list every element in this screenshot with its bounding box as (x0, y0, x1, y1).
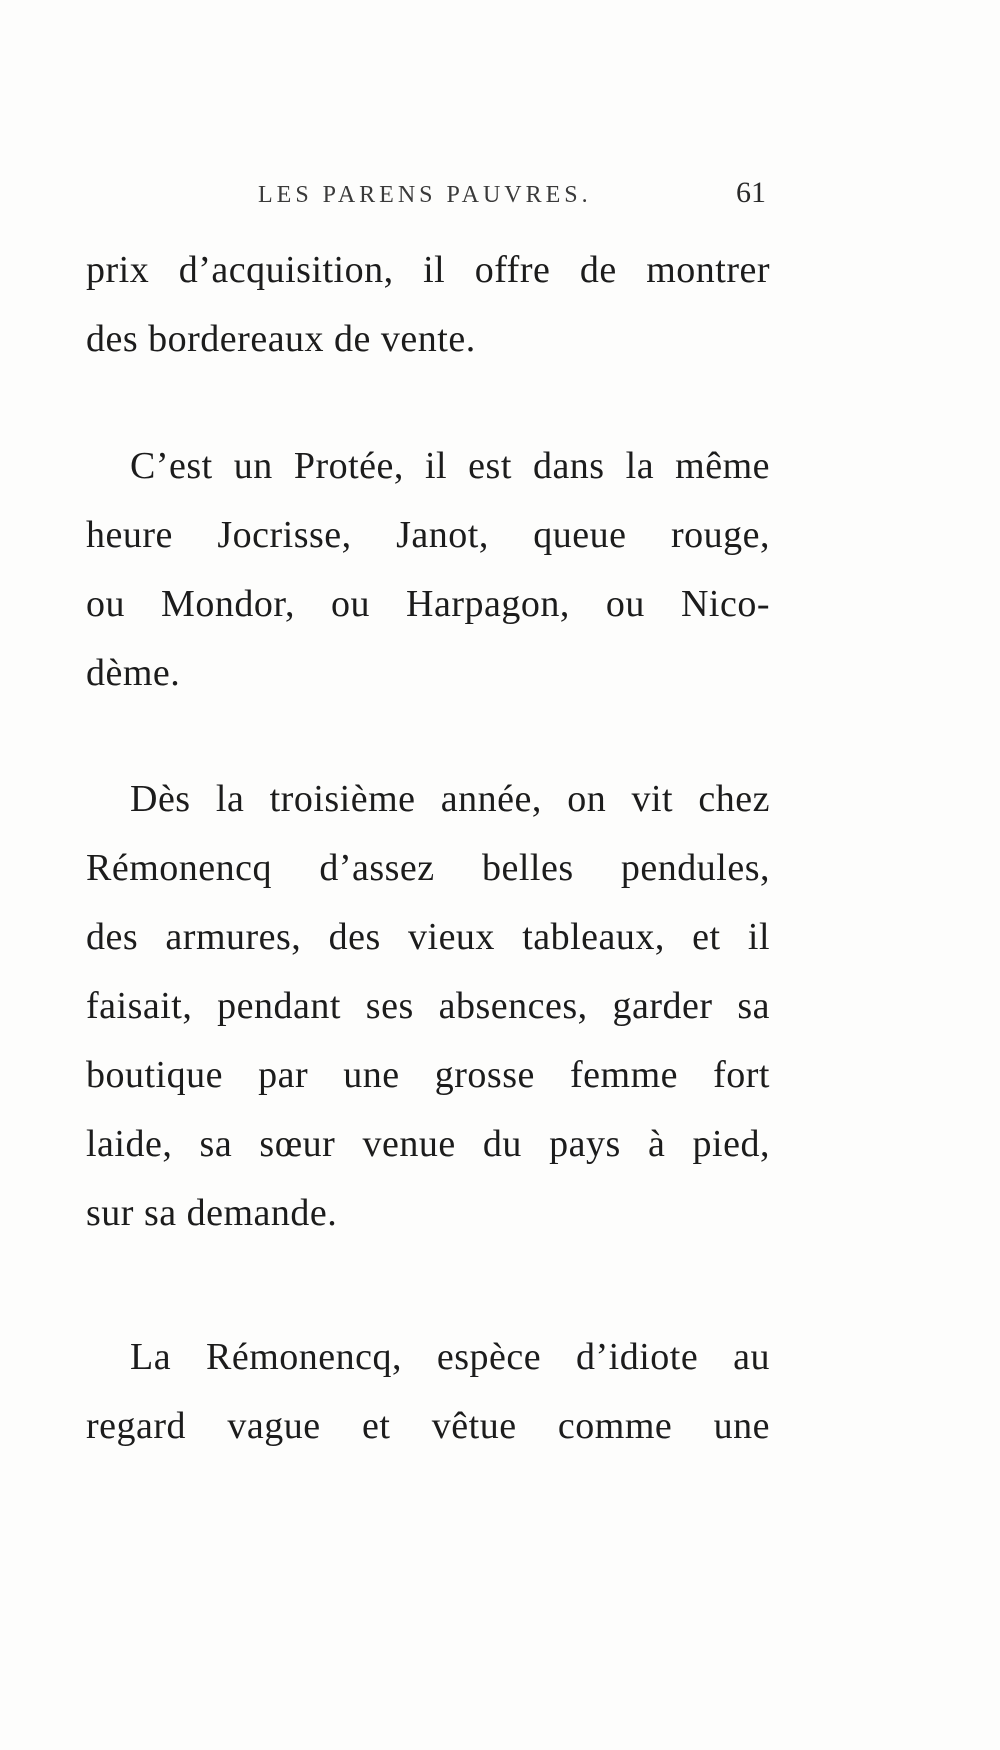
running-title: LES PARENS PAUVRES. (258, 182, 592, 208)
paragraph-1 (86, 236, 770, 374)
text-line: Rémonencq d’assez belles pendules, (86, 847, 770, 889)
running-head (86, 176, 766, 222)
text-line: faisait, pendant ses absences, garder sa (86, 985, 770, 1027)
text-line: Dès la troisième année, on vit chez (130, 778, 770, 820)
text-line: dème. (86, 652, 181, 694)
paragraph-2 (86, 432, 770, 708)
text-line: boutique par une grosse femme fort (86, 1054, 770, 1096)
text-line: prix d’acquisition, il offre de montrer (86, 249, 770, 291)
paragraph-4 (86, 1323, 770, 1461)
text-line: C’est un Protée, il est dans la même (130, 445, 770, 487)
text-line: des bordereaux de vente. (86, 318, 476, 360)
text-line: La Rémonencq, espèce d’idiote au (130, 1336, 770, 1378)
page-number: 61 (736, 176, 766, 209)
text-line: ou Mondor, ou Harpagon, ou Nico- (86, 583, 770, 625)
text-line: sur sa demande. (86, 1192, 338, 1234)
text-line: des armures, des vieux tableaux, et il (86, 916, 770, 958)
text-line: laide, sa sœur venue du pays à pied, (86, 1123, 770, 1165)
text-line: regard vague et vêtue comme une (86, 1405, 770, 1447)
paragraph-3 (86, 765, 770, 1248)
text-line: heure Jocrisse, Janot, queue rouge, (86, 514, 770, 556)
